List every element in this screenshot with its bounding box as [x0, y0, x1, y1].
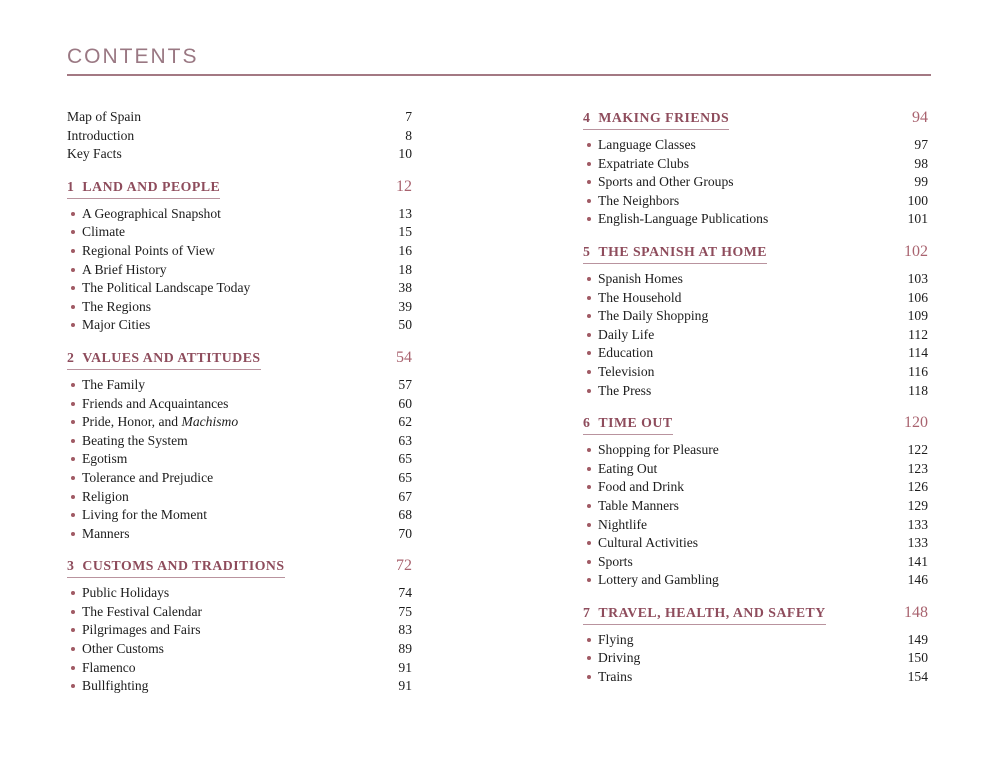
- toc-section: [67, 556, 412, 696]
- item-page-number: 123: [907, 460, 928, 476]
- item-label: [82, 640, 164, 659]
- item-page-number: 75: [398, 603, 412, 619]
- bullet-icon: [71, 647, 75, 651]
- item-label: [598, 441, 719, 460]
- item-page-number: 133: [907, 516, 928, 532]
- section-name: MAKING FRIENDS: [598, 110, 730, 125]
- bullet-icon: [587, 217, 591, 221]
- toc-item: [67, 395, 412, 414]
- bullet-icon: [71, 684, 75, 688]
- toc-item: [583, 344, 928, 363]
- toc-column-right: [583, 108, 928, 687]
- item-label: [82, 450, 127, 469]
- item-label: [598, 344, 653, 363]
- bullet-icon: [587, 485, 591, 489]
- item-text: Nightlife: [598, 516, 648, 532]
- section-page-number: 120: [904, 414, 928, 432]
- item-label: Map of Spain: [67, 109, 142, 124]
- toc-item: [67, 584, 412, 603]
- bullet-icon: [587, 675, 591, 679]
- bullet-icon: [587, 314, 591, 318]
- bullet-icon: [71, 532, 75, 536]
- item-page-number: 129: [907, 497, 928, 513]
- item-text: Sports: [598, 553, 633, 569]
- item-text: A Brief History: [82, 261, 167, 277]
- item-text: Driving: [598, 650, 641, 666]
- item-label: [598, 460, 657, 479]
- toc-item: [583, 326, 928, 345]
- toc-item: [583, 497, 928, 516]
- item-label: [82, 298, 151, 317]
- item-page-number: 57: [398, 376, 412, 392]
- toc-item: [67, 316, 412, 335]
- bullet-icon: [71, 230, 75, 234]
- item-text: Beating the System: [82, 432, 188, 448]
- section-name: TIME OUT: [598, 415, 673, 431]
- item-page-number: 70: [398, 525, 412, 541]
- item-text: Table Manners: [598, 497, 679, 513]
- section-title: [583, 603, 826, 625]
- bullet-icon: [587, 467, 591, 471]
- item-text: The Festival Calendar: [82, 603, 203, 619]
- item-page-number: 100: [907, 192, 928, 208]
- section-name: LAND AND PEOPLE: [82, 178, 221, 194]
- section-header: [583, 242, 928, 264]
- section-name: TRAVEL, HEALTH, AND SAFETY: [598, 604, 826, 620]
- item-page-number: 106: [907, 289, 928, 305]
- toc-item: [583, 631, 928, 650]
- section-name: THE SPANISH AT HOME: [598, 243, 767, 259]
- bullet-icon: [587, 389, 591, 393]
- toc-item: [583, 649, 928, 668]
- item-page-number: 74: [398, 585, 412, 601]
- item-text: English-Language Publications: [598, 211, 769, 227]
- item-text: Regional Points of View: [82, 242, 215, 258]
- section-number: 2: [67, 349, 75, 365]
- section-items: [583, 136, 928, 229]
- item-text: Cultural Activities: [598, 535, 699, 551]
- section-number: 4: [583, 110, 591, 125]
- item-page-number: 126: [907, 479, 928, 495]
- item-text: Major Cities: [82, 317, 151, 333]
- item-label: [82, 223, 125, 242]
- item-page-number: 18: [398, 261, 412, 277]
- item-text: Education: [598, 345, 654, 361]
- section-items: [67, 584, 412, 696]
- item-text: Friends and Acquaintances: [82, 395, 229, 411]
- item-page-number: 65: [398, 451, 412, 467]
- item-page-number: 154: [907, 669, 928, 685]
- item-page-number: 7: [405, 109, 412, 124]
- bullet-icon: [71, 323, 75, 327]
- item-text: Pride, Honor, and: [82, 414, 182, 430]
- item-page-number: 99: [914, 174, 928, 190]
- item-page-number: 109: [907, 308, 928, 324]
- bullet-icon: [587, 638, 591, 642]
- item-label: [598, 210, 768, 229]
- section-page-number: 102: [904, 242, 928, 260]
- section-header: [67, 177, 412, 199]
- item-page-number: 101: [907, 211, 928, 227]
- toc-item: [583, 192, 928, 211]
- bullet-icon: [71, 666, 75, 670]
- section-header: [583, 108, 928, 130]
- page-title: CONTENTS: [67, 45, 199, 68]
- item-page-number: 10: [398, 146, 412, 162]
- toc-item: [67, 488, 412, 507]
- item-page-number: 67: [398, 488, 412, 504]
- toc-item: [583, 289, 928, 308]
- toc-item: [583, 460, 928, 479]
- item-text: Shopping for Pleasure: [598, 442, 719, 458]
- toc-item: [583, 210, 928, 229]
- bullet-icon: [587, 578, 591, 582]
- toc-item: [583, 363, 928, 382]
- bullet-icon: [587, 656, 591, 660]
- item-page-number: 39: [398, 298, 412, 314]
- item-text: Television: [598, 363, 655, 379]
- item-text: The Political Landscape Today: [82, 280, 251, 296]
- toc-section: [67, 348, 412, 543]
- item-label: [82, 506, 207, 525]
- item-page-number: 118: [908, 382, 928, 398]
- item-label: [82, 279, 250, 298]
- section-header: [583, 603, 928, 625]
- toc-section: [583, 413, 928, 590]
- bullet-icon: [587, 199, 591, 203]
- item-label: [82, 432, 188, 451]
- item-text: The Daily Shopping: [598, 308, 709, 324]
- item-label: [598, 173, 734, 192]
- toc-item: [67, 205, 412, 224]
- item-page-number: 62: [398, 414, 412, 430]
- item-page-number: 8: [405, 127, 412, 143]
- item-page-number: 116: [908, 363, 928, 379]
- item-label: Key Facts: [67, 146, 122, 162]
- toc-item: [67, 279, 412, 298]
- item-text: Egotism: [82, 451, 128, 467]
- item-label: [82, 488, 129, 507]
- toc-item: [67, 677, 412, 696]
- item-page-number: 65: [398, 469, 412, 485]
- item-page-number: 97: [914, 137, 928, 152]
- item-text: Expatriate Clubs: [598, 155, 689, 171]
- section-page-number: 148: [904, 603, 928, 621]
- item-label: [82, 621, 201, 640]
- item-label: [598, 307, 708, 326]
- item-label: [82, 261, 167, 280]
- item-text: The Press: [598, 382, 652, 398]
- toc-item: [67, 603, 412, 622]
- bullet-icon: [587, 560, 591, 564]
- bullet-icon: [587, 541, 591, 545]
- toc-item: [583, 173, 928, 192]
- item-page-number: 114: [908, 345, 928, 361]
- item-label: [598, 363, 654, 382]
- toc-item: [67, 413, 412, 432]
- item-page-number: 50: [398, 317, 412, 333]
- bullet-icon: [71, 402, 75, 406]
- item-text: The Neighbors: [598, 192, 680, 208]
- item-text: Living for the Moment: [82, 507, 207, 523]
- bullet-icon: [587, 448, 591, 452]
- item-text: Spanish Homes: [598, 270, 683, 286]
- item-text: Flying: [598, 631, 634, 647]
- bullet-icon: [71, 513, 75, 517]
- item-label: [598, 478, 684, 497]
- section-page-number: 94: [912, 109, 928, 126]
- item-label: [598, 534, 698, 553]
- section-number: 5: [583, 243, 591, 259]
- section-name: VALUES AND ATTITUDES: [82, 349, 261, 365]
- item-label: [598, 155, 689, 174]
- bullet-icon: [71, 610, 75, 614]
- item-label: [598, 289, 681, 308]
- toc-item: [67, 450, 412, 469]
- item-label: [598, 516, 647, 535]
- item-label: [82, 677, 148, 696]
- item-text: The Household: [598, 289, 682, 305]
- section-header: [67, 348, 412, 370]
- item-page-number: 83: [398, 622, 412, 638]
- bullet-icon: [71, 286, 75, 290]
- item-text: Other Customs: [82, 641, 164, 657]
- item-page-number: 16: [398, 242, 412, 258]
- toc-item: [583, 155, 928, 174]
- toc-item: [583, 478, 928, 497]
- bullet-icon: [71, 495, 75, 499]
- item-text: Bullfighting: [82, 678, 149, 694]
- bullet-icon: [587, 162, 591, 166]
- section-number: 7: [583, 604, 591, 620]
- item-page-number: 89: [398, 641, 412, 657]
- item-text: Climate: [82, 224, 126, 240]
- item-page-number: 149: [907, 631, 928, 647]
- item-text: Trains: [598, 669, 633, 685]
- bullet-icon: [587, 523, 591, 527]
- item-label: [598, 668, 632, 687]
- item-label: [598, 326, 654, 345]
- front-matter-list: [67, 108, 412, 164]
- section-number: 1: [67, 178, 75, 194]
- item-text: Daily Life: [598, 326, 655, 342]
- item-text: Lottery and Gambling: [598, 572, 719, 588]
- section-title: [583, 242, 767, 264]
- item-text: Food and Drink: [598, 479, 685, 495]
- bullet-icon: [587, 351, 591, 355]
- toc-item: [583, 441, 928, 460]
- title-rule: [67, 74, 931, 76]
- toc-item: [583, 516, 928, 535]
- toc-item: [583, 553, 928, 572]
- item-text: Language Classes: [598, 137, 696, 152]
- toc-item: [67, 506, 412, 525]
- toc-section: [67, 177, 412, 335]
- front-matter-item: [67, 108, 412, 127]
- item-label: [82, 395, 228, 414]
- item-label: [598, 270, 683, 289]
- toc-item: [583, 270, 928, 289]
- section-header: [583, 413, 928, 435]
- section-title: [67, 556, 285, 578]
- item-page-number: 122: [907, 442, 928, 458]
- toc-item: [67, 640, 412, 659]
- item-text: Tolerance and Prejudice: [82, 469, 214, 485]
- item-label: [598, 649, 640, 668]
- toc-item: [67, 261, 412, 280]
- bullet-icon: [71, 268, 75, 272]
- item-label: [82, 525, 130, 544]
- section-page-number: 72: [396, 557, 412, 575]
- section-title: [67, 348, 261, 370]
- item-label: [598, 631, 634, 650]
- item-label: [82, 413, 238, 432]
- item-page-number: 98: [914, 155, 928, 171]
- toc-column-left: [67, 108, 412, 696]
- section-name: CUSTOMS AND TRADITIONS: [82, 558, 285, 574]
- toc-item: [67, 223, 412, 242]
- bullet-icon: [587, 180, 591, 184]
- item-page-number: 150: [907, 650, 928, 666]
- section-items: [67, 376, 412, 543]
- toc-item: [67, 242, 412, 261]
- section-items: [583, 631, 928, 687]
- item-page-number: 103: [907, 270, 928, 286]
- item-label: [598, 497, 679, 516]
- item-label: [82, 316, 150, 335]
- toc-item: [583, 571, 928, 590]
- item-page-number: 13: [398, 205, 412, 221]
- toc-item: [67, 621, 412, 640]
- item-label: [82, 376, 145, 395]
- bullet-icon: [587, 370, 591, 374]
- section-page-number: 54: [396, 348, 412, 366]
- item-page-number: 91: [398, 678, 412, 694]
- item-label: [598, 571, 719, 590]
- section-title: [583, 413, 673, 435]
- toc-section: [583, 603, 928, 687]
- item-text: Public Holidays: [82, 585, 170, 601]
- bullet-icon: [587, 143, 591, 147]
- item-label: [82, 242, 215, 261]
- bullet-icon: [71, 439, 75, 443]
- item-page-number: 91: [398, 659, 412, 675]
- item-label: [82, 469, 213, 488]
- section-items: [583, 270, 928, 400]
- toc-item: [67, 376, 412, 395]
- toc-item: [67, 659, 412, 678]
- item-label: [82, 603, 202, 622]
- toc-item: [583, 534, 928, 553]
- section-number: 3: [67, 558, 75, 574]
- toc-section: [583, 242, 928, 400]
- section-page-number: 12: [396, 177, 412, 195]
- section-items: [583, 441, 928, 590]
- item-page-number: 112: [908, 326, 928, 342]
- item-label: [598, 192, 679, 211]
- item-label: [598, 136, 696, 155]
- section-items: [67, 205, 412, 335]
- front-matter-item: [67, 127, 412, 146]
- bullet-icon: [71, 249, 75, 253]
- item-page-number: 146: [907, 572, 928, 588]
- toc-section: [583, 108, 928, 229]
- bullet-icon: [71, 305, 75, 309]
- toc-item: [583, 668, 928, 687]
- item-page-number: 60: [398, 395, 412, 411]
- bullet-icon: [71, 476, 75, 480]
- item-label: [82, 584, 169, 603]
- item-text: Pilgrimages and Fairs: [82, 622, 201, 638]
- bullet-icon: [71, 212, 75, 216]
- item-label: [598, 382, 651, 401]
- item-text: Flamenco: [82, 659, 136, 675]
- item-text: Manners: [82, 525, 130, 541]
- bullet-icon: [587, 277, 591, 281]
- bullet-icon: [587, 296, 591, 300]
- item-text: The Family: [82, 376, 146, 392]
- section-header: [67, 556, 412, 578]
- item-page-number: 38: [398, 280, 412, 296]
- item-label: [82, 659, 136, 678]
- item-text: Eating Out: [598, 460, 658, 476]
- toc-item: [67, 469, 412, 488]
- bullet-icon: [71, 457, 75, 461]
- item-label: Introduction: [67, 127, 135, 143]
- bullet-icon: [71, 591, 75, 595]
- bullet-icon: [71, 628, 75, 632]
- item-page-number: 141: [907, 553, 928, 569]
- item-page-number: 15: [398, 224, 412, 240]
- item-page-number: 133: [907, 535, 928, 551]
- item-text: A Geographical Snapshot: [82, 205, 221, 221]
- toc-item: [67, 525, 412, 544]
- item-text: The Regions: [82, 298, 152, 314]
- item-page-number: 63: [398, 432, 412, 448]
- item-text: Religion: [82, 488, 129, 504]
- item-text-italic: Machismo: [181, 414, 239, 430]
- toc-item: [583, 307, 928, 326]
- toc-item: [583, 382, 928, 401]
- toc-item: [583, 136, 928, 155]
- item-label: [598, 553, 633, 572]
- section-title: [67, 177, 220, 199]
- section-number: 6: [583, 415, 591, 431]
- item-page-number: 68: [398, 507, 412, 523]
- front-matter-item: [67, 145, 412, 164]
- bullet-icon: [587, 504, 591, 508]
- item-label: [82, 205, 221, 224]
- toc-item: [67, 298, 412, 317]
- section-title: [583, 108, 729, 130]
- item-text: Sports and Other Groups: [598, 174, 734, 190]
- toc-item: [67, 432, 412, 451]
- bullet-icon: [587, 333, 591, 337]
- bullet-icon: [71, 420, 75, 424]
- bullet-icon: [71, 383, 75, 387]
